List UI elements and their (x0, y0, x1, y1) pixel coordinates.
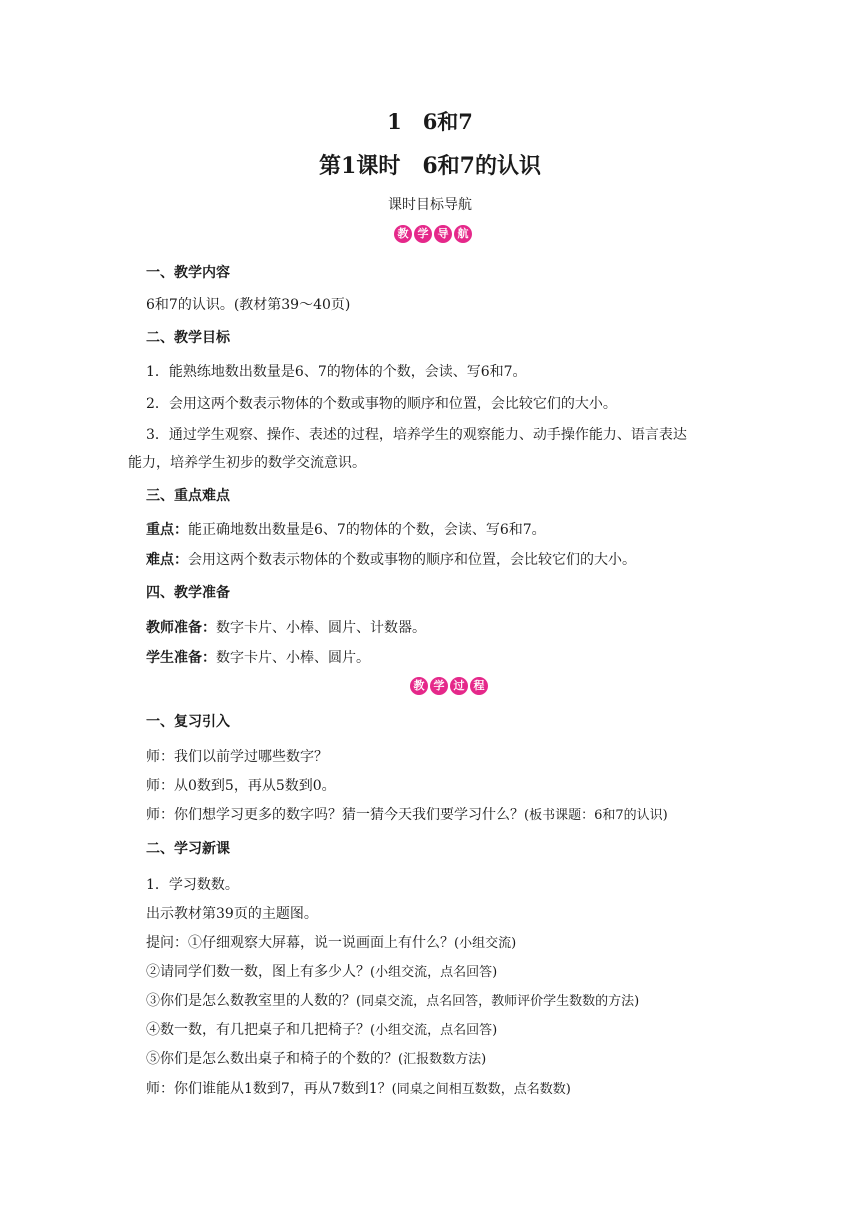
badge-char: 教 (394, 225, 412, 243)
dialogue-line (146, 961, 497, 981)
section-heading: 一、复习引入 (146, 714, 230, 730)
paragraph: 6和7的认识。(教材第39～40页) (146, 297, 351, 313)
dialogue-line (146, 1078, 571, 1098)
section-heading: 二、教学目标 (146, 330, 230, 346)
dialogue-line: 出示教材第39页的主题图。 (146, 906, 318, 922)
badge-teaching-guide (394, 225, 472, 243)
teacher-prep (146, 617, 426, 637)
badge-char: 过 (450, 677, 468, 695)
dialogue-line (146, 1048, 486, 1068)
dialogue-text: ②请同学们数一数，图上有多少人？ (146, 964, 370, 980)
nav-label: 课时目标导航 (388, 197, 472, 213)
student-prep (146, 647, 370, 667)
difficult-label: 难点： (146, 552, 188, 568)
activity-note: (汇报数数方法) (398, 1052, 487, 1067)
paragraph: 3．通过学生观察、操作、表述的过程，培养学生的观察能力、动手操作能力、语言表达 (146, 427, 687, 443)
key-label: 重点： (146, 522, 188, 538)
paragraph: 能力，培养学生初步的数学交流意识。 (128, 455, 366, 471)
dialogue-line: 师：我们以前学过哪些数字？ (146, 749, 328, 765)
teacher-text: 数字卡片、小棒、圆片、计数器。 (216, 620, 426, 636)
section-heading: 一、教学内容 (146, 265, 230, 281)
dialogue-line: 师：从0数到5，再从5数到0。 (146, 778, 336, 794)
key-text: 能正确地数出数量是6、7的物体的个数，会读、写6和7。 (188, 522, 546, 538)
board-note: (板书课题：6和7的认识) (524, 808, 668, 823)
key-point (146, 519, 546, 539)
teacher-label: 教师准备： (146, 620, 216, 636)
activity-note: (小组交流，点名回答) (370, 1023, 498, 1038)
badge-char: 程 (470, 677, 488, 695)
dialogue-text: 提问：①仔细观察大屏幕，说一说画面上有什么？ (146, 935, 454, 951)
activity-note: (同桌之间相互数数，点名数数) (391, 1082, 571, 1097)
difficult-text: 会用这两个数表示物体的个数或事物的顺序和位置，会比较它们的大小。 (188, 552, 636, 568)
section-heading: 三、重点难点 (146, 488, 230, 504)
dialogue-text: 师：你们谁能从1数到7，再从7数到1？ (146, 1081, 392, 1097)
badge-char: 学 (430, 677, 448, 695)
paragraph: 1．能熟练地数出数量是6、7的物体的个数，会读、写6和7。 (146, 364, 527, 380)
dialogue-line (146, 990, 639, 1010)
lesson-subtitle: 第1课时 6和7的认识 (319, 153, 541, 179)
dialogue-line (146, 804, 668, 824)
dialogue-line: 1．学习数数。 (146, 877, 239, 893)
dialogue-text: ⑤你们是怎么数出桌子和椅子的个数的？ (146, 1051, 398, 1067)
difficult-point (146, 549, 636, 569)
badge-teaching-process (410, 677, 488, 695)
student-label: 学生准备： (146, 650, 216, 666)
dialogue-text: 师：你们想学习更多的数字吗？猜一猜今天我们要学习什么？ (146, 807, 524, 823)
dialogue-text: ④数一数，有几把桌子和几把椅子？ (146, 1022, 370, 1038)
badge-char: 航 (454, 225, 472, 243)
badge-char: 教 (410, 677, 428, 695)
dialogue-line (146, 1019, 497, 1039)
activity-note: (同桌交流，点名回答，教师评价学生数数的方法) (356, 994, 640, 1009)
lesson-title: 1 6和7 (387, 109, 473, 134)
activity-note: (小组交流，点名回答) (370, 965, 498, 980)
paragraph: 2．会用这两个数表示物体的个数或事物的顺序和位置，会比较它们的大小。 (146, 396, 617, 412)
dialogue-line (146, 932, 516, 952)
badge-char: 学 (414, 225, 432, 243)
dialogue-text: ③你们是怎么数教室里的人数的？ (146, 993, 356, 1009)
section-heading: 四、教学准备 (146, 585, 230, 601)
section-heading: 二、学习新课 (146, 841, 230, 857)
student-text: 数字卡片、小棒、圆片。 (216, 650, 370, 666)
activity-note: (小组交流) (454, 936, 517, 951)
badge-char: 导 (434, 225, 452, 243)
